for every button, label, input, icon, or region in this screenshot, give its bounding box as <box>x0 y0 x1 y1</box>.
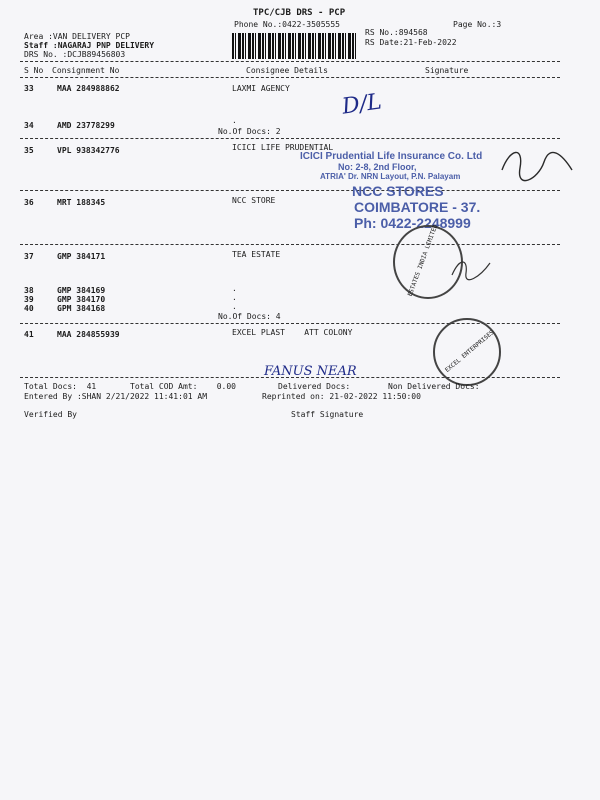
staff-signature: Staff Signature <box>291 410 364 419</box>
stamp-line: Ph: 0422-2248999 <box>354 215 471 231</box>
company-stamp <box>300 151 482 231</box>
row-sno: 38 <box>24 286 34 295</box>
row-sno: 33 <box>24 84 34 93</box>
phone-number: Phone No.:0422-3505555 <box>234 20 340 29</box>
seal-text: ESTATES INDIA LIMITED <box>406 223 440 298</box>
row-sno: 41 <box>24 330 34 339</box>
rs-date: RS Date:21-Feb-2022 <box>365 38 457 47</box>
row-consignment: MAA 284988862 <box>57 84 120 93</box>
stamp-line: No: 2-8, 2nd Floor, <box>338 162 417 172</box>
stamp-line: COIMBATORE - 37. <box>354 199 481 215</box>
signature-scribble <box>450 255 494 281</box>
delivered-docs: Delivered Docs: <box>278 382 351 391</box>
non-delivered-docs: Non Delivered Docs: <box>388 382 480 391</box>
stamp-line: NCC STORES <box>352 183 444 199</box>
row-consignee: . <box>232 116 237 125</box>
docs-count: No.Of Docs: 4 <box>218 312 281 321</box>
row-sno: 36 <box>24 198 34 207</box>
row-divider <box>20 138 560 139</box>
total-cod: Total COD Amt: 0.00 <box>130 382 236 391</box>
verified-by: Verified By <box>24 410 77 419</box>
excel-seal <box>433 318 501 386</box>
docs-count: No.Of Docs: 2 <box>218 127 281 136</box>
row-consignment: AMD 23778299 <box>57 121 115 130</box>
row-sno: 40 <box>24 304 34 313</box>
column-header-sno: S No <box>24 66 44 75</box>
row-sno: 34 <box>24 121 34 130</box>
row-consignee: . <box>232 302 237 311</box>
signature-scribble <box>498 140 578 190</box>
row-sno: 35 <box>24 146 34 155</box>
row-sno: 37 <box>24 252 34 261</box>
row-consignment: GMP 384170 <box>57 295 106 304</box>
row-consignee: NCC STORE <box>232 196 276 205</box>
row-consignment: GPM 384168 <box>57 304 106 313</box>
row-consignment: MRT 188345 <box>57 198 106 207</box>
handwritten-signature: D/L <box>340 89 384 120</box>
row-consignee: . <box>232 284 237 293</box>
barcode <box>232 33 358 59</box>
rs-number: RS No.:894568 <box>365 28 428 37</box>
header-divider-bottom <box>20 77 560 78</box>
stamp-line: ICICI Prudential Life Insurance Co. Ltd <box>300 151 483 162</box>
row-consignee: ICICI LIFE PRUDENTIAL <box>232 143 334 152</box>
footer-divider <box>20 377 560 378</box>
row-consignment: GMP 384171 <box>57 252 106 261</box>
entered-by: Entered By :SHAN 2/21/2022 11:41:01 AM <box>24 392 208 401</box>
document-title: TPC/CJB DRS - PCP <box>253 8 346 18</box>
area-label: Area :VAN DELIVERY PCP <box>24 32 130 41</box>
header-divider-top <box>20 61 560 62</box>
row-consignee: LAXMI AGENCY <box>232 84 290 93</box>
staff-label: Staff :NAGARAJ PNP DELIVERY <box>24 41 155 50</box>
row-consignee: TEA ESTATE <box>232 250 281 259</box>
reprinted-on: Reprinted on: 21-02-2022 11:50:00 <box>262 392 421 401</box>
page-number: Page No.:3 <box>453 20 502 29</box>
total-docs: Total Docs: 41 <box>24 382 97 391</box>
column-header-consignment: Consignment No <box>52 66 120 75</box>
column-header-signature: Signature <box>425 66 469 75</box>
handwritten-signature: FANUS NEAR <box>264 364 357 379</box>
column-header-consignee: Consignee Details <box>246 66 328 75</box>
row-consignment: MAA 284855939 <box>57 330 120 339</box>
row-divider <box>20 244 560 245</box>
row-consignee: EXCEL PLAST ATT COLONY <box>232 328 353 337</box>
row-consignment: VPL 938342776 <box>57 146 120 155</box>
row-sno: 39 <box>24 295 34 304</box>
drs-number: DRS No. :DCJB89456803 <box>24 50 126 59</box>
seal-text: EXCEL ENTERPRISES <box>443 329 496 374</box>
row-consignee: . <box>232 293 237 302</box>
stamp-line: ATRIA' Dr. NRN Layout, P.N. Palayam <box>320 172 461 181</box>
row-consignment: GMP 384169 <box>57 286 106 295</box>
